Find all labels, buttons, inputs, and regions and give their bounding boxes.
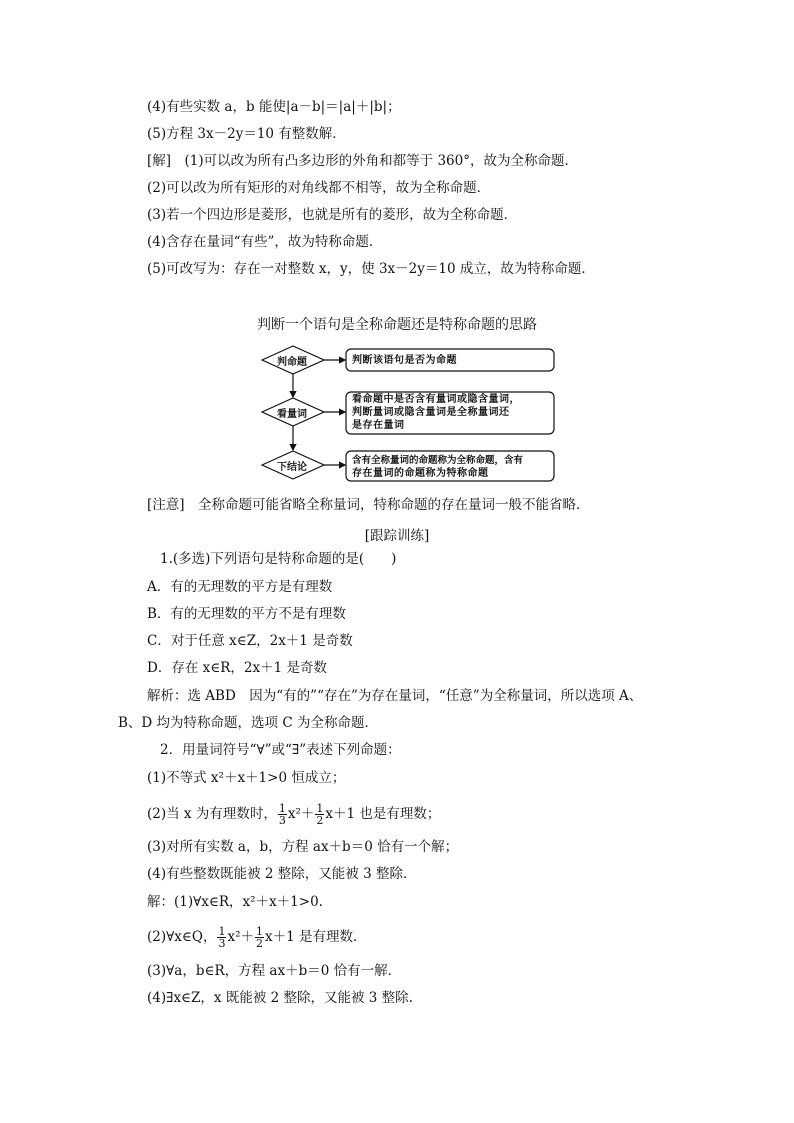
analysis-line-1: 解析：选 ABD 因为“有的”“存在”为存在量词，“任意”为全称量词，所以选项 A、 xyxy=(147,688,643,704)
option-c: C．对于任意 x∈Z，2x＋1 是奇数 xyxy=(147,633,353,649)
numerator: 1 xyxy=(218,925,226,938)
option-d: D．存在 x∈R，2x＋1 是奇数 xyxy=(147,660,327,676)
q2-part-3: (3)对所有实数 a，b，方程 ax＋b＝0 恰有一个解； xyxy=(147,839,459,855)
box3-text-1: 含有全称量词的命题称为全称命题，含有 xyxy=(352,455,524,466)
flowchart xyxy=(258,340,560,488)
numerator: 1 xyxy=(278,802,286,815)
q2-solution-2-mid: x²＋ xyxy=(227,929,254,945)
fraction-one-half xyxy=(315,803,324,826)
q2-solution-3: (3)∀a，b∈R，方程 ax＋b＝0 恰有一解． xyxy=(147,963,402,979)
denominator: 3 xyxy=(278,814,286,827)
fraction-one-third xyxy=(278,803,287,826)
section-heading: [跟踪训练] xyxy=(364,528,430,544)
q2-solution-2-pre: (2)∀x∈Q， xyxy=(147,929,217,945)
question-2-stem: 2．用量词符号“∀”或“∃”表述下列命题： xyxy=(160,742,401,758)
text-line: (5)方程 3x－2y＝10 有整数解． xyxy=(147,126,346,142)
note: [注意] 全称命题可能省略全称量词，特称命题的存在量词一般不能省略． xyxy=(147,497,590,513)
text-line: (5)可改写为：存在一对整数 x，y，使 3x－2y＝10 成立，故为特称命题． xyxy=(147,261,595,277)
box2-text-2: 判断量词或隐含量词是全称量词还 xyxy=(352,407,510,418)
step1-label: 判命题 xyxy=(277,357,307,368)
numerator: 1 xyxy=(316,802,324,815)
denominator: 2 xyxy=(316,814,324,827)
text-line: [解] (1)可以改为所有凸多边形的外角和都等于 360°，故为全称命题． xyxy=(147,153,578,169)
denominator: 2 xyxy=(255,937,263,950)
denominator: 3 xyxy=(218,937,226,950)
fraction-one-third xyxy=(217,926,226,949)
numerator: 1 xyxy=(255,925,263,938)
q2-solution-4: (4)∃x∈Z，x 既能被 2 整除，又能被 3 整除. xyxy=(147,990,413,1006)
text-line: (4)有些实数 a，b 能使|a－b|＝|a|＋|b|； xyxy=(147,99,401,115)
text-line: (2)可以改为所有矩形的对角线都不相等，故为全称命题． xyxy=(147,180,491,196)
text-line: (4)含存在量词“有些”，故为特称命题． xyxy=(147,234,383,250)
q2-part-2-mid: x²＋ xyxy=(287,806,315,822)
option-b: B．有的无理数的平方不是有理数 xyxy=(147,606,346,622)
q2-part-1: (1)不等式 x²＋x＋1>0 恒成立； xyxy=(147,770,346,786)
q2-solution-2 xyxy=(147,920,366,954)
analysis-line-2: B、D 均为特称命题，选项 C 为全称命题． xyxy=(118,715,378,731)
step2-label: 看量词 xyxy=(277,409,307,420)
flowchart-title: 判断一个语句是全称命题还是特称命题的思路 xyxy=(257,317,537,333)
q2-part-4: (4)有些整数既能被 2 整除，又能被 3 整除． xyxy=(147,866,417,882)
text-line: (3)若一个四边形是菱形，也就是所有的菱形，故为全称命题． xyxy=(147,207,518,223)
fraction-one-half xyxy=(255,926,264,949)
q2-solution-2-end: x＋1 是有理数． xyxy=(264,929,367,945)
box1-text: 判断该语句是否为命题 xyxy=(352,355,457,366)
question-1-stem: 1.(多选)下列语句是特称命题的是( ) xyxy=(160,551,397,567)
box2-text-3: 是存在量词 xyxy=(352,420,405,431)
q2-part-2 xyxy=(147,797,440,831)
box2-text-1: 看命题中是否含有量词或隐含量词， xyxy=(352,394,520,405)
q2-solution-1: 解：(1)∀x∈R，x²＋x＋1>0. xyxy=(147,894,323,910)
step3-label: 下结论 xyxy=(277,462,307,473)
option-a: A．有的无理数的平方是有理数 xyxy=(147,579,333,595)
q2-part-2-end: x＋1 也是有理数； xyxy=(325,806,441,822)
q2-part-2-pre: (2)当 x 为有理数时， xyxy=(147,806,277,822)
box3-text-2: 存在量词的命题称为特称命题 xyxy=(352,468,489,479)
